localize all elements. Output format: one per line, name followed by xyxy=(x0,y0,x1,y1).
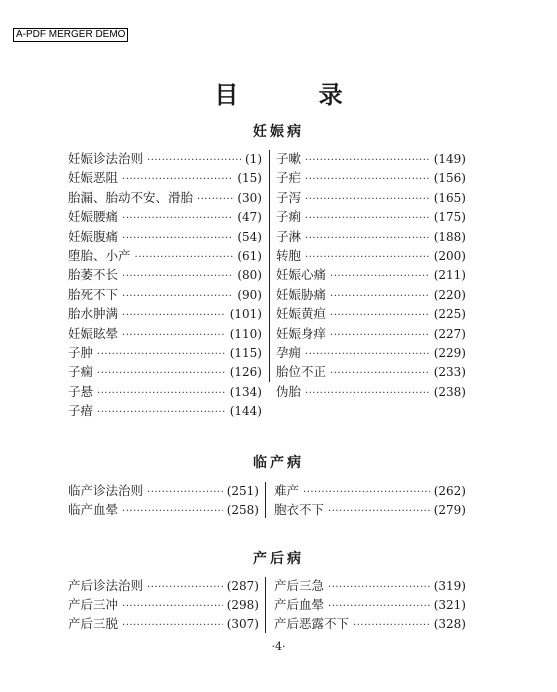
toc-entry-page: (220) xyxy=(433,287,466,302)
toc-entry-page: (238) xyxy=(433,384,466,399)
toc-entry-title: 妊娠心痛 xyxy=(276,267,327,283)
toc-entry xyxy=(276,363,466,381)
toc-entry-title: 子嗽 xyxy=(276,151,302,166)
toc-entry xyxy=(68,577,259,595)
toc-entry-page: (47) xyxy=(237,210,262,225)
toc-entry xyxy=(276,286,466,304)
toc-entry-page: (144) xyxy=(229,404,262,419)
toc-entry-title: 产后诊法治则 xyxy=(68,578,144,593)
toc-entry-page: (54) xyxy=(237,229,262,244)
toc-entry xyxy=(274,596,466,614)
toc-leader-dots xyxy=(122,503,223,521)
toc-entry xyxy=(68,305,262,323)
toc-entry-title: 转胞 xyxy=(276,248,302,263)
toc-entry-title: 产后血晕 xyxy=(274,597,325,612)
toc-entry xyxy=(276,325,466,343)
toc-leader-dots xyxy=(305,210,430,228)
toc-leader-dots xyxy=(197,191,233,209)
toc-entry-title: 妊娠腹痛 xyxy=(68,228,119,244)
column-divider xyxy=(265,577,266,633)
toc-leader-dots xyxy=(97,346,226,364)
toc-entry xyxy=(276,208,466,226)
toc-entry-title: 产后三冲 xyxy=(68,597,119,612)
toc-entry-title: 妊娠黄疸 xyxy=(276,306,327,322)
toc-entry xyxy=(68,228,262,246)
toc-entry xyxy=(68,482,259,500)
toc-entry xyxy=(68,325,262,343)
toc-entry-title: 胎萎不长 xyxy=(68,267,119,283)
toc-entry-page: (279) xyxy=(433,503,466,517)
toc-entry-title: 孕痈 xyxy=(276,345,302,360)
toc-entry xyxy=(68,402,262,420)
toc-entry-title: 胎漏、胎动不安、滑胎 xyxy=(68,189,194,205)
toc-entry xyxy=(276,266,466,284)
toc-entry xyxy=(276,305,466,323)
toc-entry-page: (262) xyxy=(433,484,466,498)
toc-leader-dots xyxy=(328,503,430,521)
toc-entry-page: (251) xyxy=(226,484,259,498)
toc-entry-page: (30) xyxy=(237,190,262,205)
toc-entry xyxy=(276,228,466,246)
toc-leader-dots xyxy=(122,268,233,286)
toc-leader-dots xyxy=(330,288,430,306)
toc-entry xyxy=(68,169,262,187)
toc-entry-title: 胎水肿满 xyxy=(68,306,119,322)
toc-entry xyxy=(68,383,262,401)
toc-entry-title: 妊娠腰痛 xyxy=(68,209,119,225)
section-heading-pregnancy: 妊娠病 xyxy=(253,124,304,140)
toc-entry-page: (258) xyxy=(226,503,259,517)
toc-entry xyxy=(68,150,262,168)
toc-entry xyxy=(276,247,466,265)
toc-entry-page: (149) xyxy=(433,152,466,166)
toc-entry-page: (227) xyxy=(433,326,466,341)
toc-entry-title: 胎死不下 xyxy=(68,286,119,302)
toc-leader-dots xyxy=(305,385,430,403)
toc-leader-dots xyxy=(135,249,234,267)
toc-entry-page: (115) xyxy=(229,346,262,360)
toc-entry-page: (110) xyxy=(229,326,262,341)
toc-entry-page: (328) xyxy=(433,617,466,631)
page-number: ·4· xyxy=(271,640,286,653)
toc-entry-page: (1) xyxy=(245,152,262,166)
toc-leader-dots xyxy=(147,579,223,597)
toc-leader-dots xyxy=(330,307,430,325)
toc-entry xyxy=(276,189,466,207)
toc-entry-title: 子淋 xyxy=(276,228,302,244)
toc-leader-dots xyxy=(305,171,430,189)
toc-leader-dots xyxy=(330,365,430,383)
toc-entry-page: (134) xyxy=(229,384,262,399)
toc-entry-page: (298) xyxy=(226,598,259,612)
toc-leader-dots xyxy=(97,365,226,383)
column-divider xyxy=(269,150,270,382)
toc-entry-page: (156) xyxy=(433,171,466,186)
toc-entry-title: 堕胎、小产 xyxy=(68,248,131,263)
toc-entry xyxy=(276,169,466,187)
toc-leader-dots xyxy=(122,307,226,325)
toc-entry xyxy=(68,247,262,265)
toc-entry-page: (165) xyxy=(433,190,466,205)
toc-leader-dots xyxy=(122,230,233,248)
toc-entry xyxy=(68,615,259,633)
watermark: A-PDF MERGER DEMO xyxy=(13,28,128,42)
toc-entry-page: (287) xyxy=(226,579,259,593)
toc-entry xyxy=(276,344,466,362)
toc-leader-dots xyxy=(305,249,430,267)
toc-entry xyxy=(274,615,466,633)
toc-entry-page: (225) xyxy=(433,307,466,322)
toc-entry-title: 难产 xyxy=(274,483,300,498)
toc-leader-dots xyxy=(122,327,226,345)
toc-leader-dots xyxy=(97,404,226,422)
toc-entry-page: (229) xyxy=(433,346,466,360)
toc-leader-dots xyxy=(330,327,430,345)
toc-entry-title: 胞衣不下 xyxy=(274,502,325,517)
toc-entry-title: 子泻 xyxy=(276,189,302,205)
toc-entry xyxy=(274,577,466,595)
toc-leader-dots xyxy=(122,171,233,189)
toc-entry-title: 临产血晕 xyxy=(68,502,119,517)
toc-entry-page: (80) xyxy=(237,268,262,283)
toc-entry xyxy=(68,266,262,284)
toc-leader-dots xyxy=(330,268,430,286)
toc-entry xyxy=(274,501,466,519)
toc-leader-dots xyxy=(147,152,241,170)
toc-entry-title: 妊娠诊法治则 xyxy=(68,151,144,166)
toc-entry-page: (90) xyxy=(237,287,262,302)
toc-entry xyxy=(68,596,259,614)
toc-entry-page: (319) xyxy=(433,579,466,593)
toc-leader-dots xyxy=(328,598,430,616)
toc-leader-dots xyxy=(353,617,430,635)
toc-leader-dots xyxy=(122,617,223,635)
toc-entry-title: 产后三急 xyxy=(274,578,325,593)
toc-entry-title: 伪胎 xyxy=(276,383,302,399)
page-title: 目 录 xyxy=(214,80,379,109)
toc-entry-title: 子肿 xyxy=(68,345,94,360)
section-heading-postpartum: 产后病 xyxy=(253,551,304,567)
toc-entry-page: (175) xyxy=(433,210,466,225)
toc-leader-dots xyxy=(305,191,430,209)
section-heading-labor: 临产病 xyxy=(253,455,304,471)
toc-leader-dots xyxy=(303,484,430,502)
toc-entry-title: 妊娠眩晕 xyxy=(68,325,119,341)
toc-leader-dots xyxy=(305,346,430,364)
toc-entry xyxy=(68,363,262,381)
toc-entry xyxy=(276,383,466,401)
toc-entry-page: (61) xyxy=(237,249,262,263)
toc-entry-title: 子瘖 xyxy=(68,403,94,419)
toc-entry-title: 胎位不正 xyxy=(276,364,327,380)
toc-entry-title: 临产诊法治则 xyxy=(68,483,144,498)
toc-entry xyxy=(68,189,262,207)
toc-entry-page: (126) xyxy=(229,365,262,380)
toc-leader-dots xyxy=(305,152,430,170)
toc-entry-title: 产后三脱 xyxy=(68,616,119,631)
toc-entry-page: (15) xyxy=(237,171,262,186)
toc-entry xyxy=(68,208,262,226)
toc-entry-title: 妊娠胁痛 xyxy=(276,286,327,302)
toc-entry-page: (321) xyxy=(433,598,466,612)
toc-leader-dots xyxy=(147,484,223,502)
toc-leader-dots xyxy=(305,230,430,248)
toc-entry xyxy=(68,344,262,362)
toc-leader-dots xyxy=(122,598,223,616)
toc-entry-title: 产后恶露不下 xyxy=(274,616,350,631)
toc-entry-page: (211) xyxy=(433,268,466,283)
toc-entry-page: (307) xyxy=(226,617,259,631)
toc-leader-dots xyxy=(122,210,233,228)
toc-leader-dots xyxy=(97,385,226,403)
toc-entry-page: (233) xyxy=(433,365,466,380)
toc-leader-dots xyxy=(328,579,430,597)
toc-entry-page: (200) xyxy=(433,249,466,263)
toc-entry-title: 子痫 xyxy=(68,364,94,380)
toc-entry-title: 妊娠身痒 xyxy=(276,325,327,341)
toc-entry-page: (188) xyxy=(433,229,466,244)
toc-entry xyxy=(68,286,262,304)
toc-entry-page: (101) xyxy=(229,307,262,322)
toc-leader-dots xyxy=(122,288,233,306)
toc-entry xyxy=(276,150,466,168)
toc-entry xyxy=(68,501,259,519)
toc-entry-title: 子悬 xyxy=(68,383,94,399)
column-divider xyxy=(265,482,266,518)
toc-entry-title: 妊娠恶阻 xyxy=(68,170,119,186)
toc-entry-title: 子痢 xyxy=(276,209,302,225)
toc-entry xyxy=(274,482,466,500)
toc-entry-title: 子疟 xyxy=(276,170,302,186)
